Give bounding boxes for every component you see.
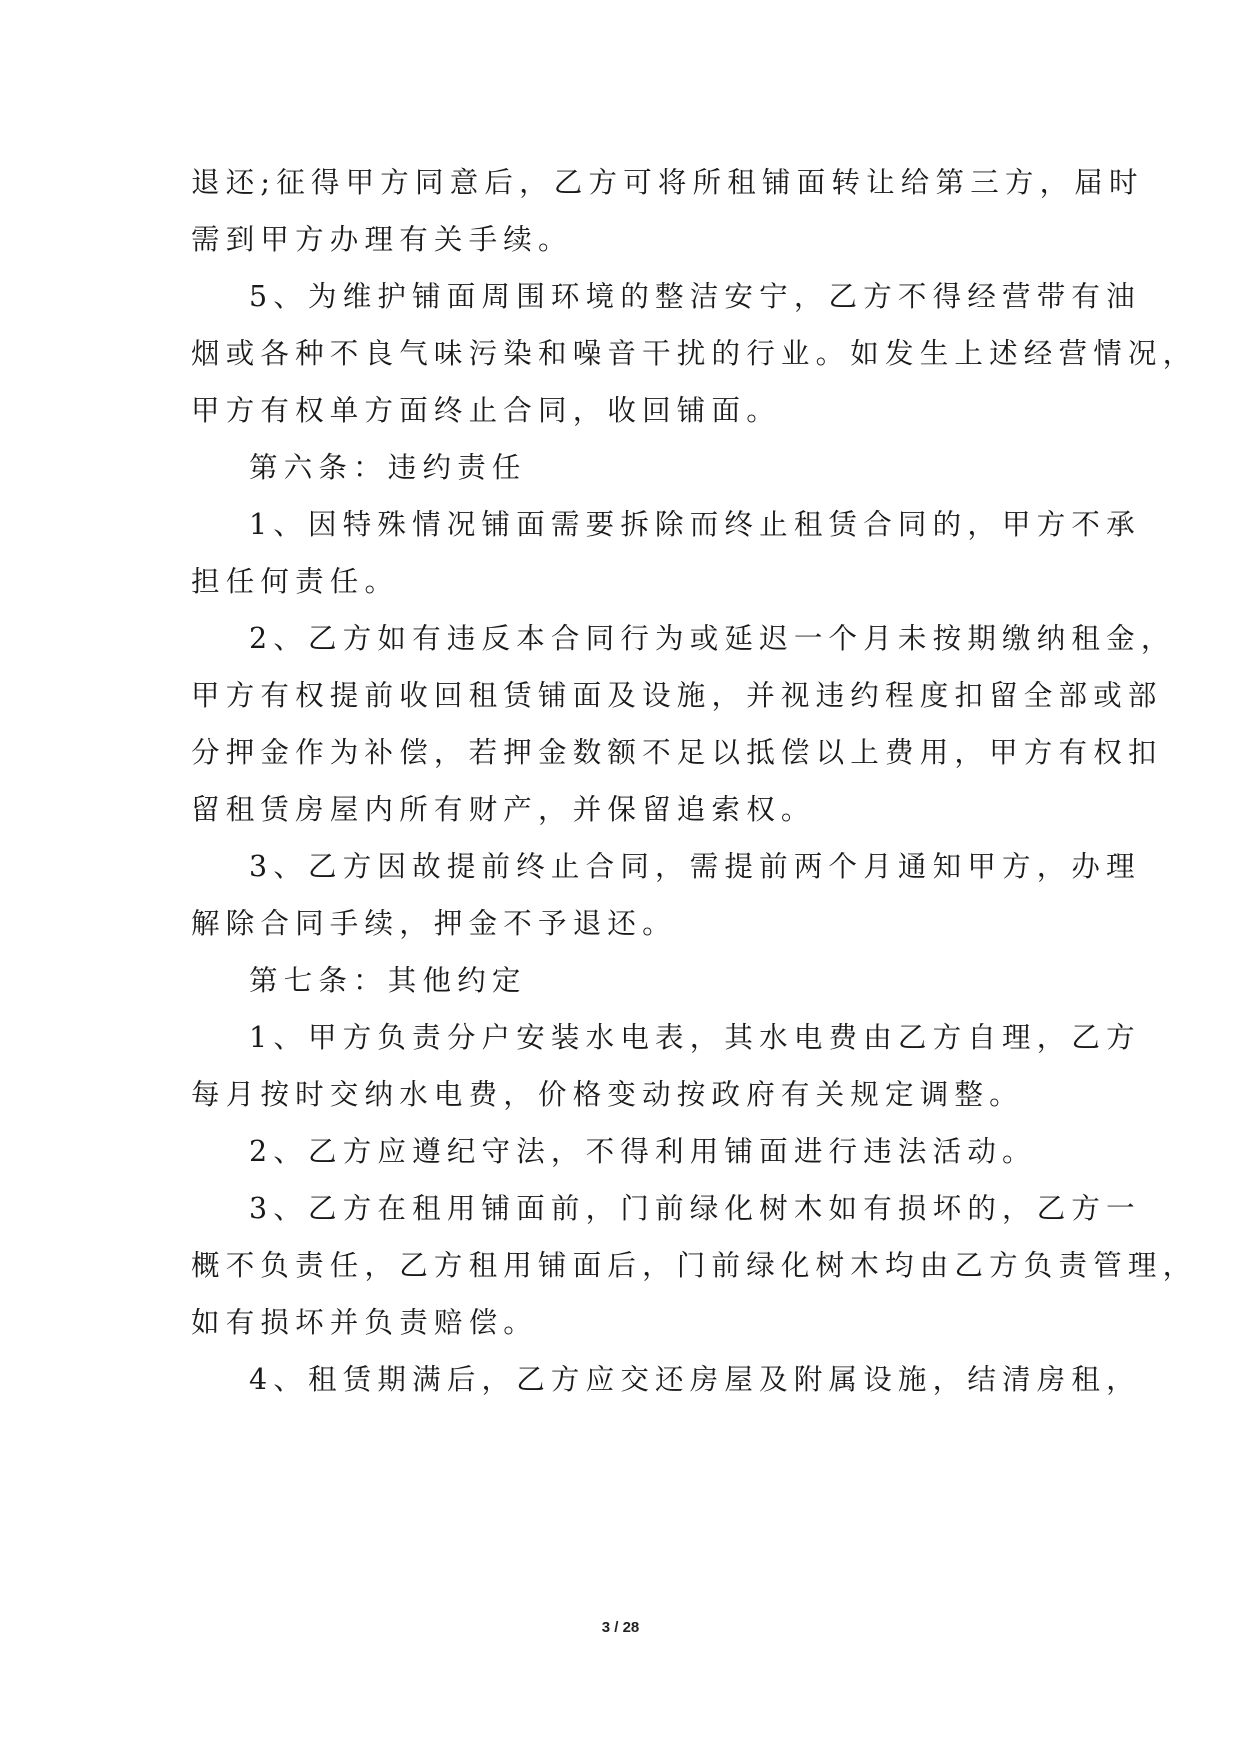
text-line: 4、租赁期满后，乙方应交还房屋及附属设施，结清房租， bbox=[249, 1363, 1141, 1396]
text-line: 1、因特殊情况铺面需要拆除而终止租赁合同的，甲方不承 bbox=[249, 508, 1141, 541]
text-line: 2、乙方如有违反本合同行为或延迟一个月未按期缴纳租金， bbox=[249, 622, 1176, 655]
text-line: 概不负责任，乙方租用铺面后，门前绿化树木均由乙方负责管理， bbox=[191, 1249, 1198, 1282]
text-line: 担任何责任。 bbox=[191, 565, 400, 598]
text-line: 如有损坏并负责赔偿。 bbox=[191, 1306, 539, 1339]
page-number: 3 / 28 bbox=[601, 1619, 640, 1636]
text-line: 每月按时交纳水电费，价格变动按政府有关规定调整。 bbox=[191, 1078, 1024, 1111]
text-line: 3、乙方因故提前终止合同，需提前两个月通知甲方，办理 bbox=[249, 850, 1141, 883]
section-heading: 第七条：其他约定 bbox=[249, 964, 527, 997]
text-line: 需到甲方办理有关手续。 bbox=[191, 223, 573, 256]
text-line: 解除合同手续，押金不予退还。 bbox=[191, 907, 677, 940]
text-line: 2、乙方应遵纪守法，不得利用铺面进行违法活动。 bbox=[249, 1135, 1037, 1168]
section-heading: 第六条：违约责任 bbox=[249, 451, 527, 484]
text-line: 分押金作为补偿，若押金数额不足以抵偿以上费用，甲方有权扣 bbox=[191, 736, 1163, 769]
text-line: 1、甲方负责分户安装水电表，其水电费由乙方自理，乙方 bbox=[249, 1021, 1141, 1054]
text-line: 退还;征得甲方同意后，乙方可将所租铺面转让给第三方，届时 bbox=[191, 166, 1144, 199]
text-line: 甲方有权单方面终止合同，收回铺面。 bbox=[191, 394, 781, 427]
text-line: 烟或各种不良气味污染和噪音干扰的行业。如发生上述经营情况， bbox=[191, 337, 1198, 370]
text-line: 5、为维护铺面周围环境的整洁安宁，乙方不得经营带有油 bbox=[249, 280, 1141, 313]
text-line: 3、乙方在租用铺面前，门前绿化树木如有损坏的，乙方一 bbox=[249, 1192, 1141, 1225]
text-line: 留租赁房屋内所有财产，并保留追索权。 bbox=[191, 793, 816, 826]
text-line: 甲方有权提前收回租赁铺面及设施，并视违约程度扣留全部或部 bbox=[191, 679, 1163, 712]
